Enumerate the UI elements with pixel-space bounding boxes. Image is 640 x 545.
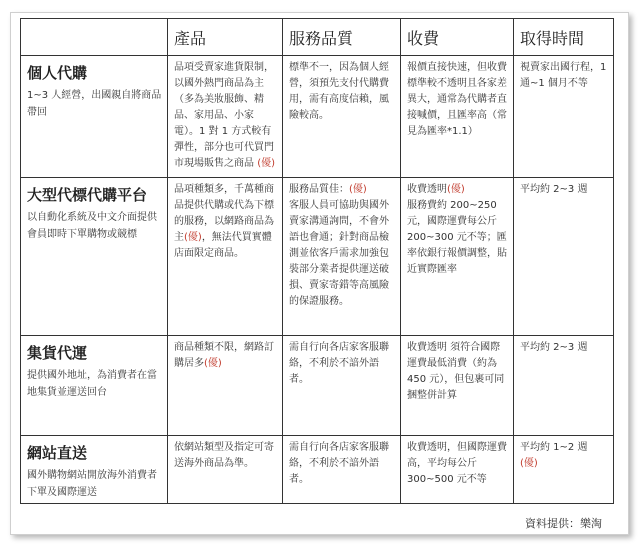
quality-cell: 需自行向各店家客服聯絡，不利於不諳外語者。 (283, 436, 401, 504)
fee-cell: 收費透明 須符合國際運費最低消費（約為 450 元），但包裹可同捆整併計算 (401, 336, 514, 436)
row-label-cell (21, 178, 168, 336)
row-label-cell (21, 436, 168, 504)
product-cell: 商品種類不限，網路訂購居多(優) (168, 336, 283, 436)
mark-badge: (優) (447, 184, 465, 195)
row-desc: 1~3 人經營，出國親自將商品帶回 (27, 90, 162, 118)
quality-cell: 服務品質佳：(優) 客服人員可協助與國外賣家溝通詢問，不會外語也會通；針對商品檢測並依客戶需求加強包裝部分業者提供運送破損、賣家寄錯等高風險的保證服務。 (283, 178, 401, 336)
mark-badge: (優) (349, 184, 367, 195)
header-fee: 收費 (401, 19, 514, 56)
table-row (21, 56, 614, 178)
mark-badge: (優) (520, 458, 538, 469)
fee-cell: 報價直接快速，但收費標準較不透明且各家差異大，通常為代購者直接喊價，且匯率高（常見為匯率*1.1） (401, 56, 514, 178)
fee-cell: 收費透明，但國際運費高，平均每公斤 300~500 元不等 (401, 436, 514, 504)
row-desc: 國外購物網站開放海外消費者下單及國際運送 (27, 470, 157, 498)
header-blank (21, 19, 168, 56)
product-cell: 品項受賣家進貨限制，以國外熱門商品為主（多為美妝服飾、精品、家用品、小家電）。1 對 1 方式較有彈性，部分也可代買門市現場販售之商品 (優) (168, 56, 283, 178)
comparison-table (20, 18, 614, 504)
source-credit: 資料提供：樂淘 (525, 517, 602, 530)
table-row (21, 336, 614, 436)
fee-cell: 收費透明(優) 服務費約 200~250 元，國際運費每公斤 200~300 元不等；匯率依銀行報價調整，貼近實際匯率 (401, 178, 514, 336)
mark-badge: (優) (204, 358, 222, 369)
mark-badge: (優) (257, 158, 275, 169)
time-cell: 平均約 2~3 週 (514, 336, 614, 436)
mark-badge: (優) (184, 232, 202, 243)
header-product: 產品 (168, 19, 283, 56)
time-cell: 平均約 1~2 週 (優) (514, 436, 614, 504)
row-label-cell (21, 336, 168, 436)
row-desc: 以自動化系統及中文介面提供會員即時下單購物或競標 (27, 212, 157, 240)
quality-cell: 需自行向各店家客服聯絡，不利於不諳外語者。 (283, 336, 401, 436)
header-time: 取得時間 (514, 19, 614, 56)
header-row (21, 19, 614, 56)
table-row (21, 436, 614, 504)
row-title: 個人代購 (27, 64, 88, 82)
quality-cell: 標準不一，因為個人經營，須預先支付代購費用，需有高度信賴，風險較高。 (283, 56, 401, 178)
time-cell: 平均約 2~3 週 (514, 178, 614, 336)
header-quality: 服務品質 (283, 19, 401, 56)
product-cell: 依網站類型及指定可寄送海外商品為準。 (168, 436, 283, 504)
row-title: 大型代標代購平台 (27, 186, 148, 204)
product-cell: 品項種類多，千萬種商品提供代購或代為下標的服務，以網路商品為主(優)，無法代買實體店面限定商品。 (168, 178, 283, 336)
row-desc: 提供國外地址，為消費者在當地集貨並運送回台 (27, 370, 157, 398)
table-row (21, 178, 614, 336)
row-title: 集貨代運 (27, 344, 88, 362)
time-cell: 視賣家出國行程，1通~1 個月不等 (514, 56, 614, 178)
row-title: 網站直送 (27, 444, 88, 462)
row-label-cell (21, 56, 168, 178)
